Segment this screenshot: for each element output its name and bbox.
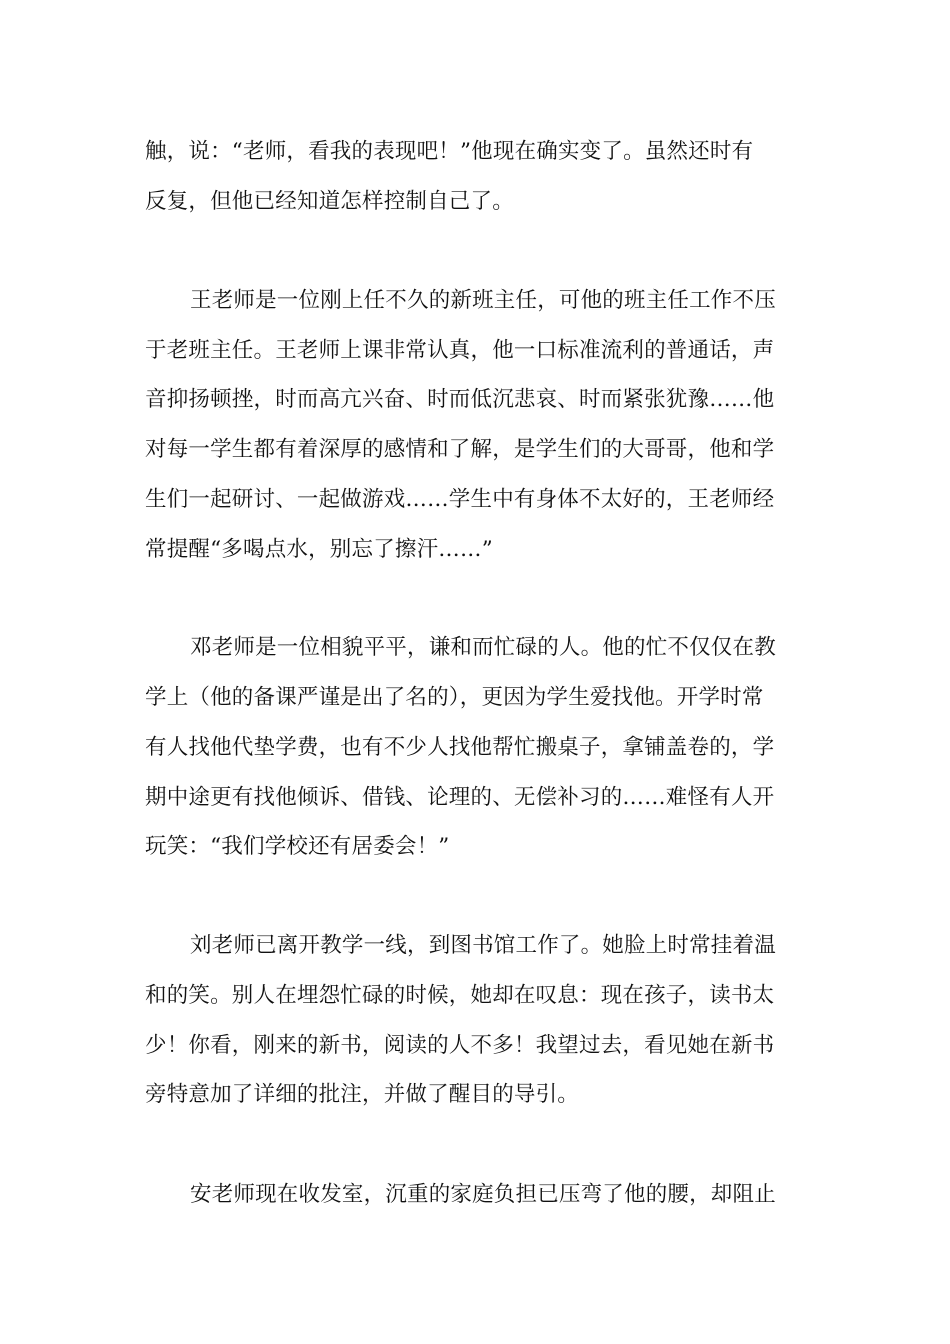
paragraph-1-line-1: 触，说：“老师，看我的表现吧！”他现在确实变了。虽然还时有 (145, 139, 754, 164)
paragraph-3-line-1: 邓老师是一位相貌平平，谦和而忙碌的人。他的忙不仅仅在教 (190, 635, 776, 660)
paragraph-4-line-3: 少！你看，刚来的新书，阅读的人不多！我望过去，看见她在新书 (145, 1033, 775, 1058)
paragraph-2-line-2: 于老班主任。王老师上课非常认真，他一口标准流利的普通话，声 (145, 338, 775, 363)
paragraph-2-line-1: 王老师是一位刚上任不久的新班主任，可他的班主任工作不压 (190, 288, 776, 313)
paragraph-5-line-1: 安老师现在收发室，沉重的家庭负担已压弯了他的腰，却阻止 (190, 1182, 776, 1207)
paragraph-3-line-2: 学上（他的备课严谨是出了名的），更因为学生爱找他。开学时常 (145, 685, 764, 710)
paragraph-4-line-2: 和的笑。别人在埋怨忙碌的时候，她却在叹息：现在孩子，读书太 (145, 983, 775, 1008)
paragraph-1-line-2: 反复，但他已经知道怎样控制自己了。 (145, 189, 514, 214)
paragraph-2-line-6: 常提醒“多喝点水，别忘了擦汗……” (145, 537, 493, 562)
paragraph-2-line-3: 音抑扬顿挫，时而高亢兴奋、时而低沉悲哀、时而紧张犹豫……他 (145, 387, 775, 412)
paragraph-4-line-1: 刘老师已离开教学一线，到图书馆工作了。她脸上时常挂着温 (190, 933, 776, 958)
paragraph-2-line-5: 生们一起研讨、一起做游戏……学生中有身体不太好的，王老师经 (145, 487, 775, 512)
paragraph-2-line-4: 对每一学生都有着深厚的感情和了解，是学生们的大哥哥，他和学 (145, 437, 775, 462)
paragraph-3-line-5: 玩笑：“我们学校还有居委会！” (145, 834, 450, 859)
paragraph-4-line-4: 旁特意加了详细的批注，并做了醒目的导引。 (145, 1082, 580, 1107)
paragraph-3-line-3: 有人找他代垫学费，也有不少人找他帮忙搬桌子，拿铺盖卷的，学 (145, 735, 775, 760)
paragraph-3-line-4: 期中途更有找他倾诉、借钱、论理的、无偿补习的……难怪有人开 (145, 785, 775, 810)
